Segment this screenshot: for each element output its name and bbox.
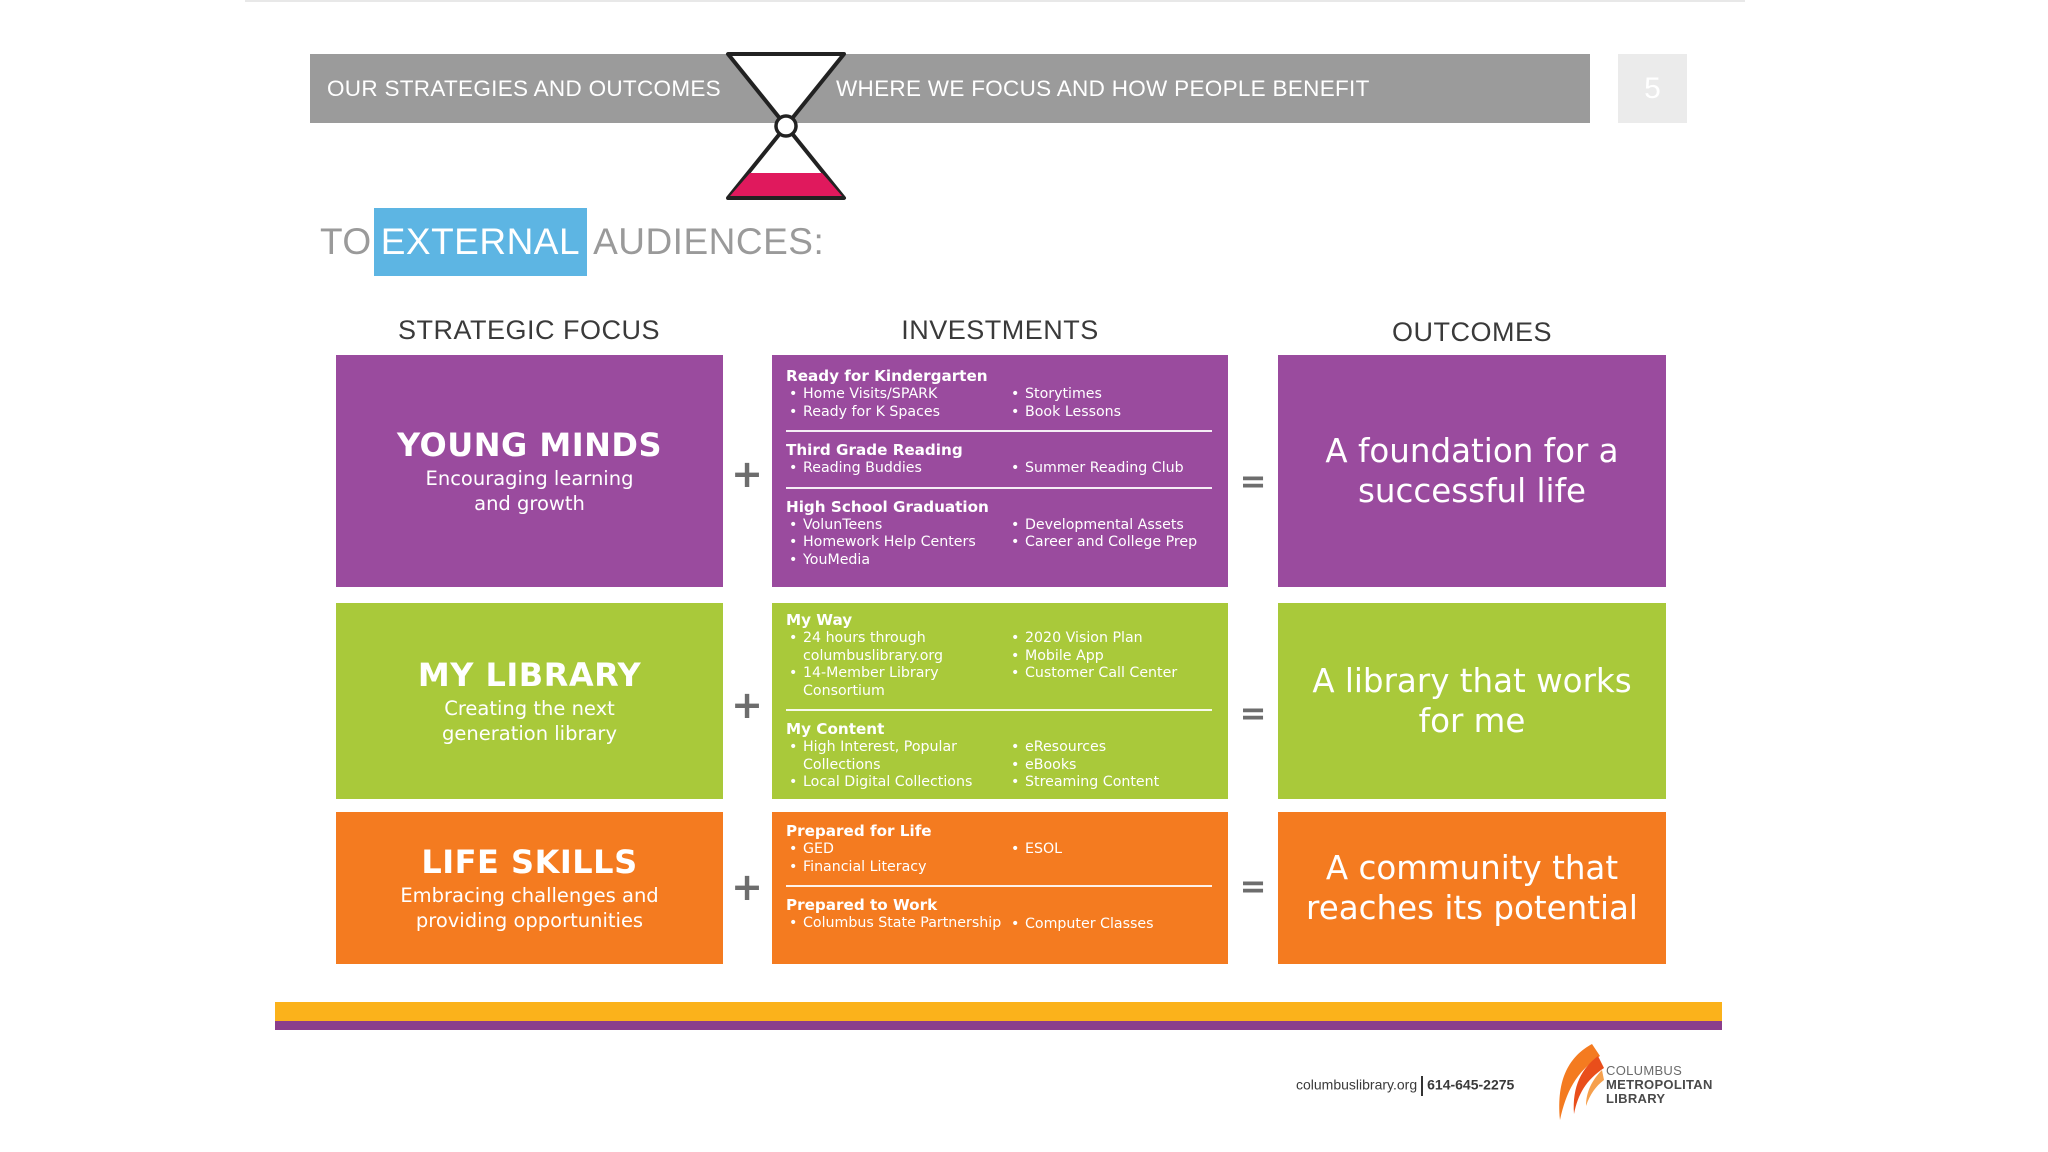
investment-section-title: My Way [786,611,853,629]
investment-section-title: Prepared for Life [786,822,932,840]
focus-title: YOUNG MINDS [396,426,663,464]
subtitle-highlight: EXTERNAL [374,208,587,276]
library-logo-icon [1548,1042,1604,1124]
focus-title: MY LIBRARY [417,656,642,694]
footer-separator [1421,1076,1423,1096]
investments-box-young-minds [772,355,1228,587]
equals-operator: = [1239,694,1267,732]
footer-contact [1296,1076,1514,1096]
focus-title: LIFE SKILLS [421,843,638,881]
column-header-focus: STRATEGIC FOCUS [397,315,660,345]
list-item: • Customer Call Center [1008,665,1212,683]
list-item: • Computer Classes [1008,916,1212,934]
focus-box-life-skills [336,812,723,964]
investments-box-life-skills [772,812,1228,964]
investment-section-title: Prepared to Work [786,896,938,914]
list-item: • eBooks [1008,757,1212,775]
logo-line-1: COLUMBUS [1606,1063,1683,1078]
list-item: • VolunTeens [786,517,1008,535]
list-item: • Home Visits/SPARK [786,386,1008,404]
column-header-investments: INVESTMENTS [901,315,1099,345]
investment-section-title: High School Graduation [786,497,989,516]
page-number: 5 [1618,54,1687,123]
outcome-box-my-library: A library that works for me [1278,603,1666,799]
logo-line-3: LIBRARY [1606,1091,1666,1106]
list-item: • Local Digital Collections [786,774,1008,792]
list-item: • GED [786,841,1008,859]
audience-subtitle [320,208,824,276]
footer-website: columbuslibrary.org [1296,1076,1418,1093]
list-item: • Reading Buddies [786,460,1008,478]
list-item: • YouMedia [786,552,1008,570]
header-left-title: OUR STRATEGIES AND OUTCOMES [327,76,721,101]
library-logo-text [1606,1064,1713,1106]
list-item: • Book Lessons [1008,404,1212,422]
list-item: • Financial Literacy [786,859,1008,877]
outcome-box-young-minds: A foundation for a successful life [1278,355,1666,587]
equals-operator: = [1239,462,1267,500]
logo-line-2: METROPOLITAN [1606,1077,1713,1092]
list-item: • Storytimes [1008,386,1212,404]
plus-operator: + [731,683,763,727]
footer-stripe-yellow [275,1002,1722,1021]
investment-section [786,709,1212,801]
plus-operator: + [731,865,763,909]
list-item: • High Interest, Popular Collections [786,739,1008,774]
top-divider [245,0,1745,2]
plus-operator: + [731,452,763,496]
outcome-box-life-skills: A community that reaches its potential [1278,812,1666,964]
investment-section [786,611,1212,709]
investment-section-title: My Content [786,720,885,738]
header-right-title: WHERE WE FOCUS AND HOW PEOPLE BENEFIT [836,76,1370,101]
focus-box-young-minds [336,355,723,587]
investment-section [786,885,1212,943]
list-item: • Homework Help Centers [786,534,1008,552]
list-item: • ESOL [1008,841,1212,859]
list-item: • eResources [1008,739,1212,757]
list-item: • Summer Reading Club [1008,460,1212,478]
investment-section [786,430,1212,487]
list-item: • Mobile App [1008,648,1212,666]
focus-subtitle: Encouraging learning and growth [425,467,634,515]
focus-subtitle: Embracing challenges and providing opportunities [400,884,659,932]
investments-box-my-library [772,603,1228,799]
investment-section-title: Third Grade Reading [786,441,963,459]
list-item: • Developmental Assets [1008,517,1212,535]
focus-box-my-library [336,603,723,799]
list-item: • 24 hours through columbuslibrary.org [786,630,1008,665]
investment-section [786,367,1212,430]
focus-subtitle: Creating the next generation library [442,697,617,745]
list-item: • 2020 Vision Plan [1008,630,1212,648]
list-item: • Career and College Prep [1008,534,1212,552]
footer-stripe-purple [275,1021,1722,1030]
investment-section [786,822,1212,885]
investment-section-title: Ready for Kindergarten [786,367,988,385]
hourglass-icon [724,52,848,200]
column-header-outcomes: OUTCOMES [1391,317,1552,347]
subtitle-prefix: TO [320,221,372,262]
subtitle-suffix: AUDIENCES: [593,221,825,262]
list-item: • Columbus State Partnership [786,915,1008,933]
list-item: • 14-Member Library Consortium [786,665,1008,700]
list-item: • Ready for K Spaces [786,404,1008,422]
investment-section [786,487,1212,579]
equals-operator: = [1239,867,1267,905]
list-item: • Streaming Content [1008,774,1212,792]
footer-phone: 614-645-2275 [1427,1076,1515,1093]
